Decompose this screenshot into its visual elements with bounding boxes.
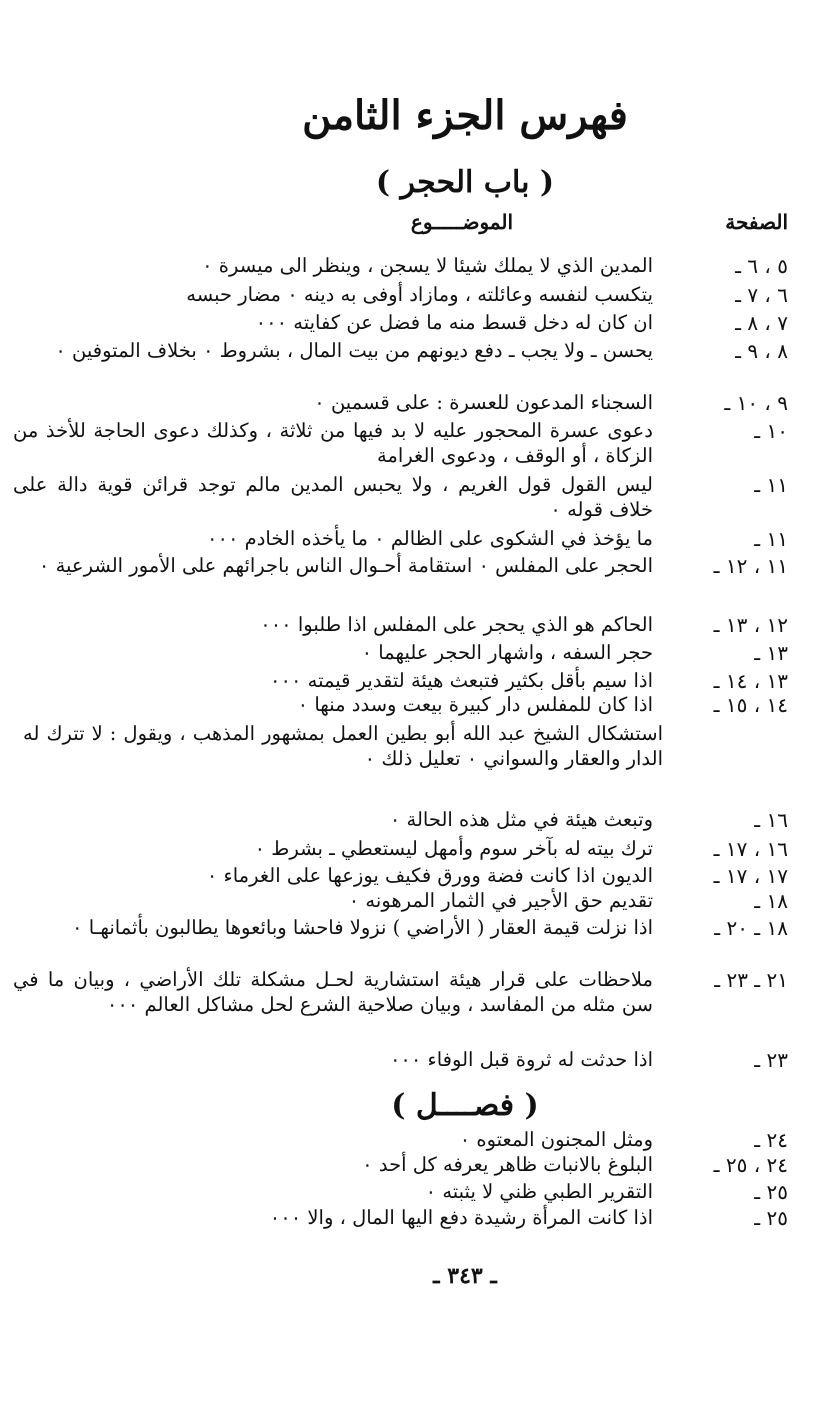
row-topic: التقرير الطبي ظني لا يثبته ٠ <box>425 1180 653 1203</box>
section-heading-fasl: ( فصــــل ) <box>391 1088 539 1123</box>
row-page-ref: ٢١ ـ ٢٣ ـ <box>714 968 788 992</box>
row-topic: استشكال الشيخ عبد الله أبو بطين العمل بمشهور المذهب ، ويقول : لا تترك له الدار والعقار والسواني ٠ تعليل ذلك ٠ <box>23 722 663 770</box>
row-topic: المدين الذي لا يملك شيئا لا يسجن ، وينظر الى ميسرة ٠ <box>202 254 653 277</box>
row-page-ref: ٩ ، ١٠ ـ <box>724 391 788 415</box>
column-header-topic: الموضـــــوع <box>410 210 513 234</box>
row-topic: ان كان له دخل قسط منه ما فضل عن كفايته ٠٠٠ <box>255 311 653 334</box>
row-topic: ومثل المجنون المعتوه ٠ <box>459 1128 653 1151</box>
row-page-ref: ١١ ـ <box>754 473 788 497</box>
row-page-ref: ٢٤ ـ <box>754 1128 788 1152</box>
row-topic: ما يؤخذ في الشكوى على الظالم ٠ ما يأخذه الخادم ٠٠٠ <box>207 527 653 550</box>
row-page-ref: ٢٥ ـ <box>754 1180 788 1204</box>
row-page-ref: ١١ ـ <box>754 527 788 551</box>
row-topic: السجناء المدعون للعسرة : على قسمين ٠ <box>314 391 653 414</box>
row-page-ref: ١٧ ، ١٧ ـ <box>713 864 788 888</box>
section-heading-bab-alhajr: ( باب الحجر ) <box>375 165 555 200</box>
row-page-ref: ١٤ ، ١٥ ـ <box>713 693 788 717</box>
row-page-ref: ١١ ، ١٢ ـ <box>713 554 788 578</box>
page-title: فهرس الجزء الثامن <box>302 92 628 139</box>
row-topic: الديون اذا كانت فضة وورق فكيف يوزعها على الغرماء ٠ <box>206 864 653 887</box>
row-page-ref: ٥ ، ٦ ـ <box>735 254 788 278</box>
row-topic: الحجر على المفلس ٠ استقامة أحـوال الناس باجرائهم على الأمور الشرعية ٠ <box>38 554 653 577</box>
row-page-ref: ٨ ، ٩ ـ <box>735 339 788 363</box>
row-topic: اذا نزلت قيمة العقار ( الأراضي ) نزولا فاحشا وبائعوها يطالبون بأثمانهـا ٠ <box>72 916 653 939</box>
row-topic: وتبعث هيئة في مثل هذه الحالة ٠ <box>389 808 653 831</box>
row-topic: تقديم حق الأجير في الثمار المرهونه ٠ <box>348 889 653 912</box>
row-page-ref: ٢٥ ـ <box>754 1206 788 1230</box>
row-page-ref: ٦ ، ٧ ـ <box>735 283 788 307</box>
row-topic: ليس القول قول الغريم ، ولا يحبس المدين مالم توجد قرائن قوية دالة على خلاف قوله ٠ <box>13 473 653 521</box>
row-page-ref: ٧ ، ٨ ـ <box>735 311 788 335</box>
column-header-page: الصفحة <box>725 210 788 234</box>
row-topic: اذا كانت المرأة رشيدة دفع اليها المال ، والا ٠٠٠ <box>269 1206 653 1229</box>
row-topic: الحاكم هو الذي يحجر على المفلس اذا طلبوا ٠٠٠ <box>260 613 653 636</box>
row-topic: اذا كان للمفلس دار كبيرة بيعت وسدد منها ٠ <box>297 693 653 716</box>
row-topic: يحسن ـ ولا يجب ـ دفع ديونهم من بيت المال ، بشروط ٠ بخلاف المتوفين ٠ <box>55 339 653 362</box>
row-page-ref: ٢٤ ، ٢٥ ـ <box>713 1153 788 1177</box>
row-page-ref: ١٠ ـ <box>754 419 788 443</box>
row-topic: اذا سيم بأقل بكثير فتبعث هيئة لتقدير قيمته ٠٠٠ <box>270 669 653 692</box>
row-topic: اذا حدثت له ثروة قبل الوفاء ٠٠٠ <box>389 1048 653 1071</box>
row-page-ref: ١٨ ـ ٢٠ ـ <box>714 916 788 940</box>
row-topic: ترك بيته له بآخر سوم وأمهل ليستعطي ـ بشرط ٠ <box>254 837 653 860</box>
page-number: ـ ٣٤٣ ـ <box>433 1263 497 1289</box>
row-page-ref: ١٢ ، ١٣ ـ <box>713 613 788 637</box>
row-topic: دعوى عسرة المحجور عليه لا بد فيها من ثلاثة ، وكذلك دعوى الحاجة للأخذ من الزكاة ، أو الوقف ، ودعوى الغرامة <box>13 419 653 467</box>
row-page-ref: ١٣ ـ <box>754 641 788 665</box>
row-page-ref: ١٦ ـ <box>754 808 788 832</box>
row-page-ref: ١٣ ، ١٤ ـ <box>713 669 788 693</box>
row-page-ref: ٢٣ ـ <box>754 1048 788 1072</box>
row-page-ref: ١٨ ـ <box>754 889 788 913</box>
row-page-ref: ١٦ ، ١٧ ـ <box>713 837 788 861</box>
row-topic: حجر السفه ، واشهار الحجر عليهما ٠ <box>361 641 653 664</box>
row-topic: البلوغ بالانبات ظاهر يعرفه كل أحد ٠ <box>362 1153 653 1176</box>
row-topic: ملاحظات على قرار هيئة استشارية لحـل مشكلة تلك الأراضي ، وبيان ما في سن مثله من المفاسد ، وبيان صلاحية الشرع لحل مشاكل العالم ٠٠٠ <box>13 968 653 1016</box>
row-topic: يتكسب لنفسه وعائلته ، ومازاد أوفى به دينه ٠ مضار حبسه <box>186 283 653 306</box>
